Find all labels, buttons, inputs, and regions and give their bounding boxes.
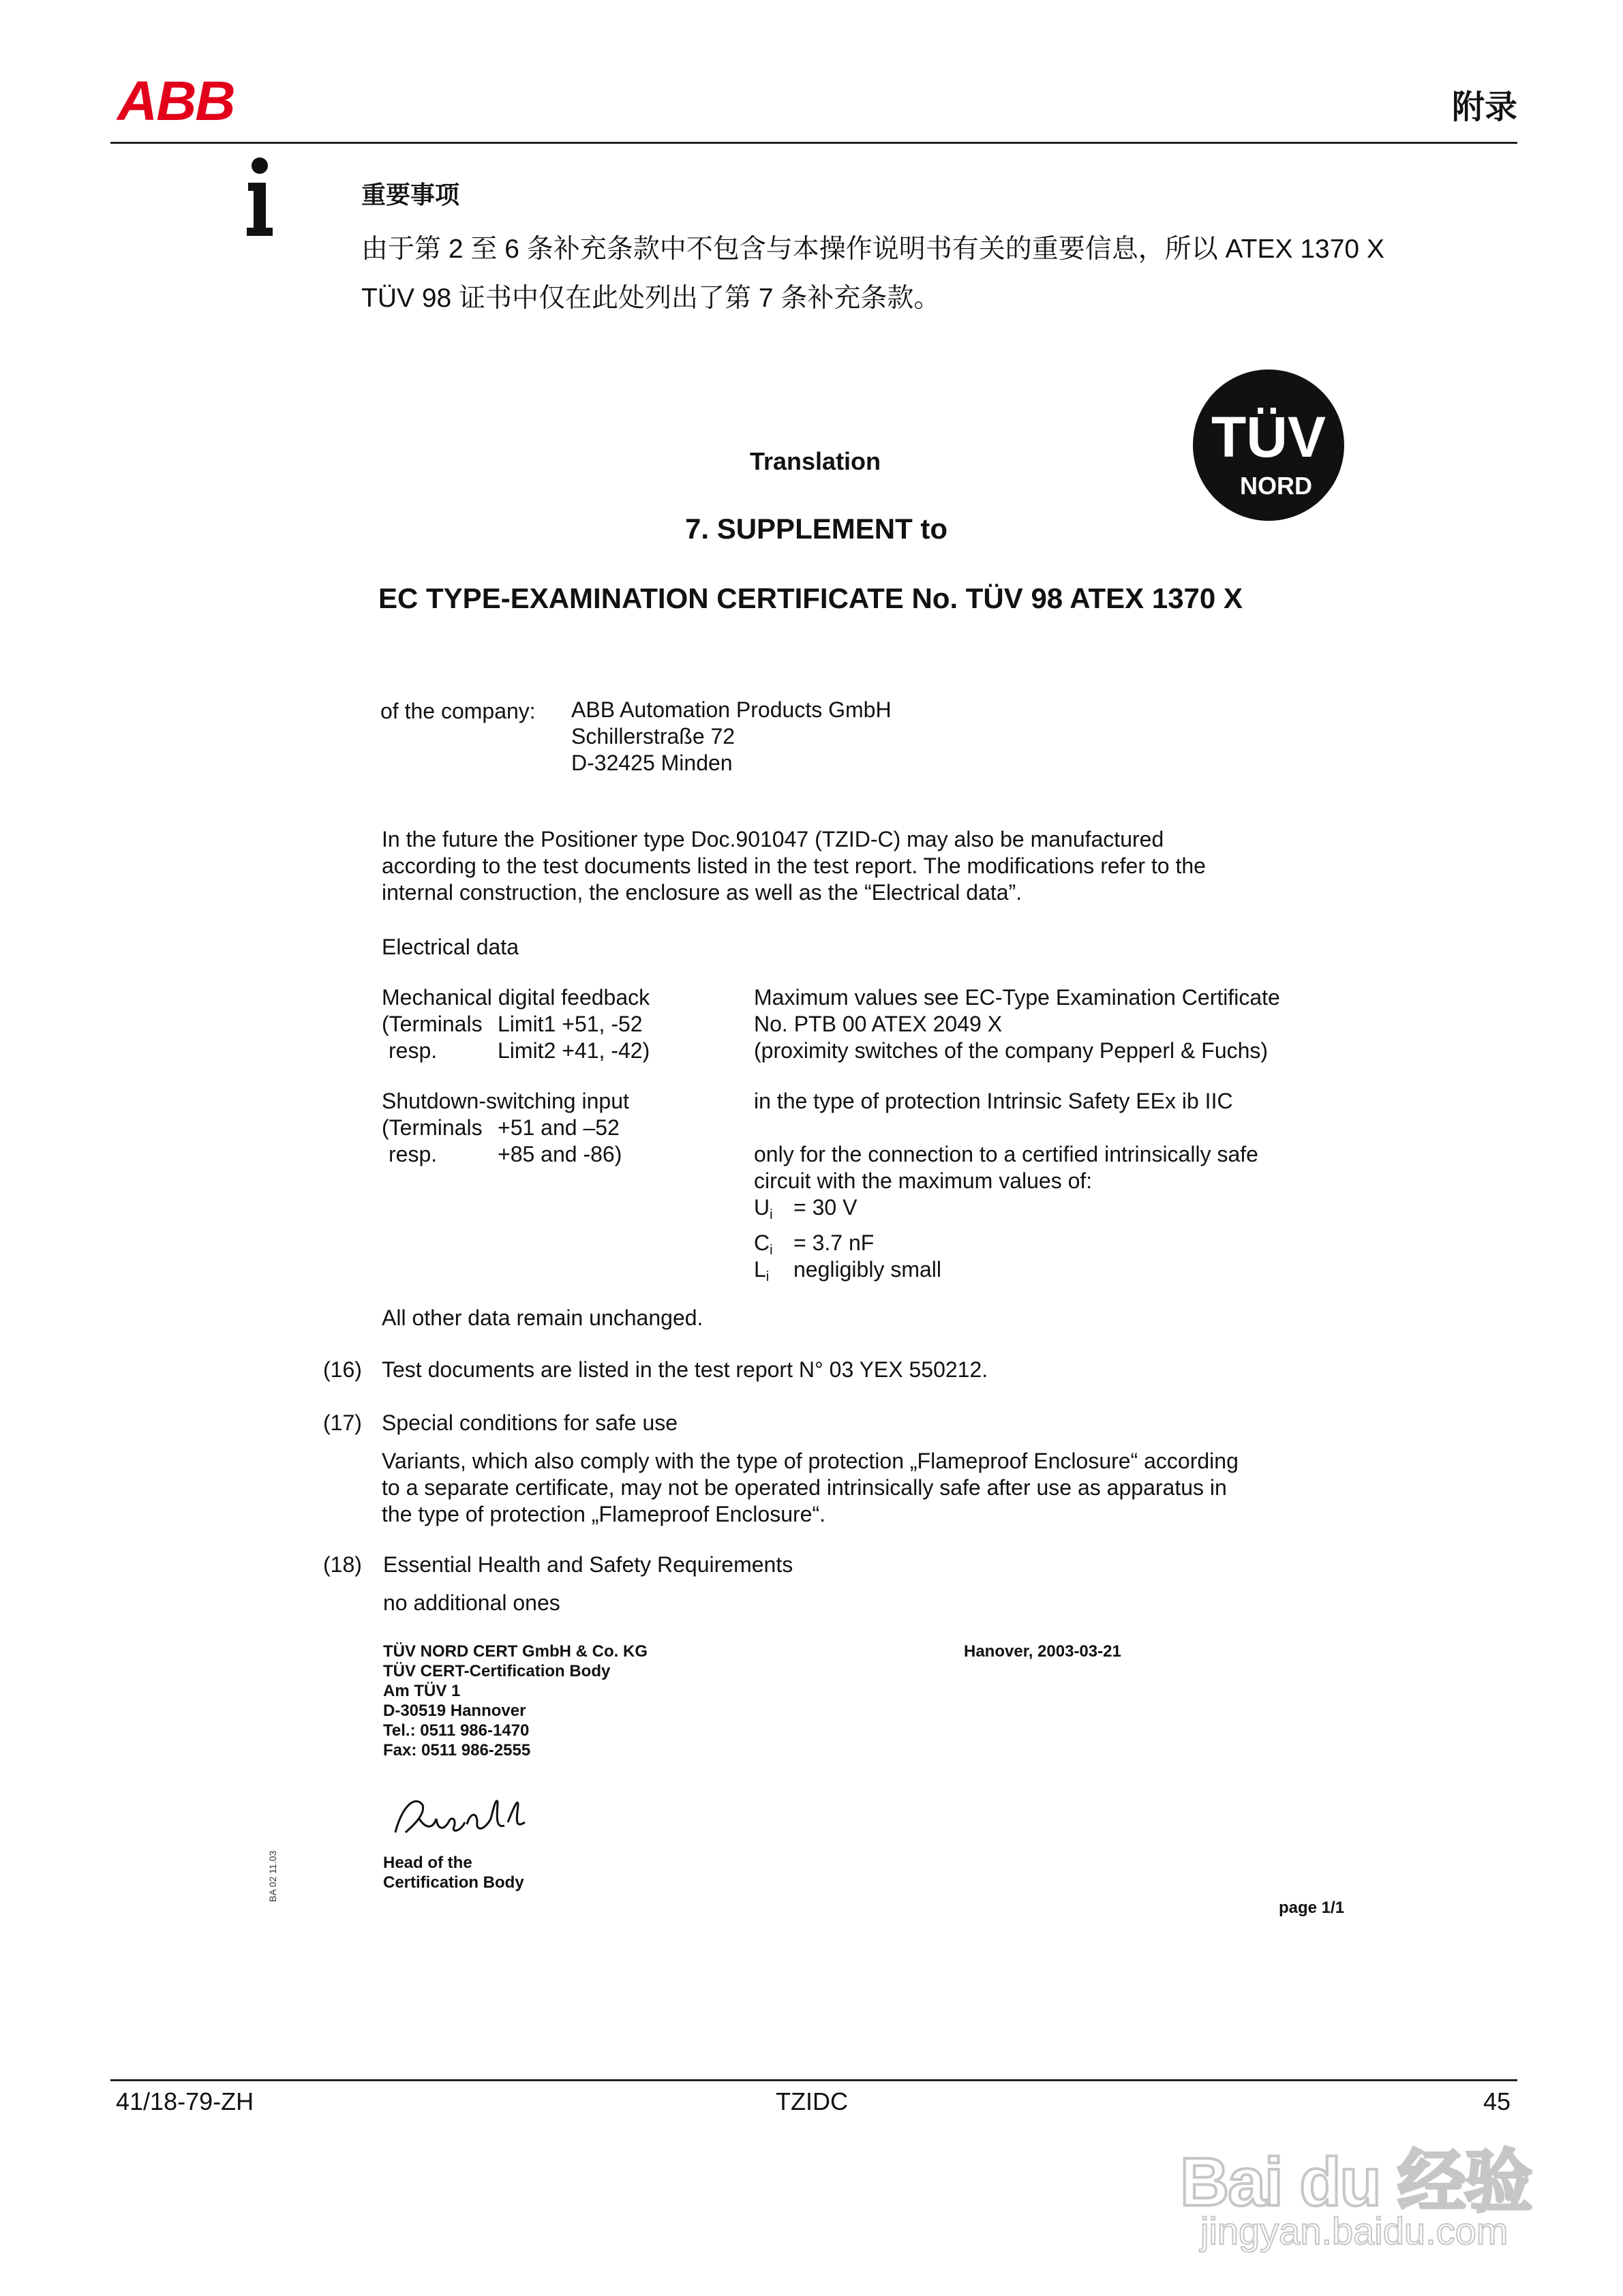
issuer-line-1: TÜV NORD CERT GmbH & Co. KG <box>383 1642 648 1661</box>
info-icon <box>243 157 277 239</box>
issuer-address <box>383 1642 648 1760</box>
item-17-line-3: the type of protection „Flameproof Enclosure“. <box>382 1502 825 1526</box>
item-17-heading: Special conditions for safe use <box>382 1410 678 1435</box>
watermark-brand: Bai du 经验 <box>1180 2144 1532 2220</box>
unchanged-statement: All other data remain unchanged. <box>382 1305 703 1330</box>
mech-limit2: Limit2 +41, -42) <box>498 1038 650 1063</box>
tuv-logo-text: TÜV <box>1211 405 1326 469</box>
issuer-line-5: Tel.: 0511 986-1470 <box>383 1721 530 1740</box>
section-title: 附录 <box>1451 89 1517 125</box>
issuer-line-2: TÜV CERT-Certification Body <box>383 1662 611 1680</box>
notice-body <box>361 225 1479 323</box>
mech-limit1: Limit1 +51, -52 <box>498 1012 643 1036</box>
supplement-heading: 7. SUPPLEMENT to <box>685 513 948 545</box>
certificate-page: page 1/1 <box>1279 1899 1345 1917</box>
shut-terminals-1: +51 and –52 <box>498 1115 620 1140</box>
max-line-3: (proximity switches of the company Pepperl & Fuchs) <box>754 1038 1269 1063</box>
issuer-line-4: D-30519 Hannover <box>383 1702 526 1720</box>
intro-line-3: internal construction, the enclosure as well as the “Electrical data”. <box>382 880 1022 905</box>
item-17-number: (17) <box>323 1410 362 1435</box>
company-city: D-32425 Minden <box>571 751 733 775</box>
max-line-1: Maximum values see EC-Type Examination Certificate <box>754 985 1280 1010</box>
tuv-nord-logo <box>1192 368 1346 522</box>
place-date: Hanover, 2003-03-21 <box>964 1642 1121 1661</box>
shut-terminals-2: +85 and -86) <box>498 1142 622 1166</box>
max-line-2: No. PTB 00 ATEX 2049 X <box>754 1012 1003 1036</box>
mechanical-feedback <box>382 984 736 1064</box>
value-c: $C_i$ = 3.7 nF <box>754 1230 875 1258</box>
footer-product: TZIDC <box>776 2087 848 2115</box>
electrical-data-heading: Electrical data <box>382 935 519 959</box>
watermark-url: jingyan.baidu.com <box>1200 2209 1508 2252</box>
mech-line-1: Mechanical digital feedback <box>382 985 650 1010</box>
notice-line-2: TÜV 98 证书中仅在此处列出了第 7 条补充条款。 <box>361 284 941 313</box>
certificate-title: EC TYPE-EXAMINATION CERTIFICATE No. TÜV 98 ATEX 1370 X <box>378 582 1243 614</box>
item-16-number: (16) <box>323 1357 362 1382</box>
company-name: ABB Automation Products GmbH <box>571 697 892 722</box>
intro-paragraph <box>382 826 1336 906</box>
value-u: $U_i$ = 30 V <box>754 1195 858 1222</box>
notice-heading: 重要事项 <box>361 181 460 209</box>
company-label: of the company: <box>380 699 536 723</box>
intro-line-2: according to the test documents listed in the test report. The modifications refer to the <box>382 854 1206 878</box>
item-18-sub: no additional ones <box>383 1590 560 1615</box>
shut-terminals-label: (Terminals <box>382 1115 483 1140</box>
notice-line-1: 由于第 2 至 6 条补充条款中不包含与本操作说明书有关的重要信息，所以 ATEX 1370 X <box>361 235 1384 264</box>
value-l: $L_i$ negligibly small <box>754 1257 941 1284</box>
footer-page-number: 45 <box>1483 2087 1511 2115</box>
maximum-values <box>754 984 1354 1064</box>
item-17-line-1: Variants, which also comply with the type of protection „Flameproof Enclosure“ according <box>382 1449 1239 1473</box>
nord-logo-text: NORD <box>1240 472 1312 500</box>
company-street: Schillerstraße 72 <box>571 724 735 749</box>
item-17-line-2: to a separate certificate, may not be operated intrinsically safe after use as apparatus in <box>382 1475 1227 1500</box>
shut-resp: resp. <box>389 1142 438 1166</box>
footer-doc-number: 41/18-79-ZH <box>116 2087 254 2115</box>
signer-line-1: Head of the <box>383 1854 472 1872</box>
item-17-body <box>382 1448 1370 1528</box>
protection-type: in the type of protection Intrinsic Safety EEx ib IIC <box>754 1089 1233 1113</box>
connection-conditions <box>754 1141 1354 1283</box>
signer-title <box>383 1853 524 1892</box>
signer-line-2: Certification Body <box>383 1873 524 1892</box>
issuer-line-6: Fax: 0511 986-2555 <box>383 1741 531 1759</box>
issuer-line-3: Am TÜV 1 <box>383 1682 461 1700</box>
item-18-number: (18) <box>323 1552 362 1577</box>
item-16-text: Test documents are listed in the test report N° 03 YEX 550212. <box>382 1357 988 1382</box>
only-line-1: only for the connection to a certified intrinsically safe <box>754 1142 1258 1166</box>
side-code: BA 02 11.03 <box>267 1850 278 1902</box>
intro-line-1: In the future the Positioner type Doc.901047 (TZID-C) may also be manufactured <box>382 827 1164 851</box>
only-line-2: circuit with the maximum values of: <box>754 1168 1093 1193</box>
signature <box>389 1792 539 1846</box>
header-divider <box>110 142 1517 144</box>
mech-resp: resp. <box>389 1038 438 1063</box>
abb-logo: ABB <box>117 70 234 132</box>
footer-divider <box>110 2079 1517 2081</box>
translation-heading: Translation <box>750 447 881 475</box>
baidu-watermark <box>1180 2093 1534 2256</box>
shut-line-1: Shutdown-switching input <box>382 1089 629 1113</box>
shutdown-input <box>382 1088 736 1168</box>
item-18-heading: Essential Health and Safety Requirements <box>383 1552 793 1577</box>
mech-terminals-label: (Terminals <box>382 1012 483 1036</box>
company-address <box>571 697 892 776</box>
